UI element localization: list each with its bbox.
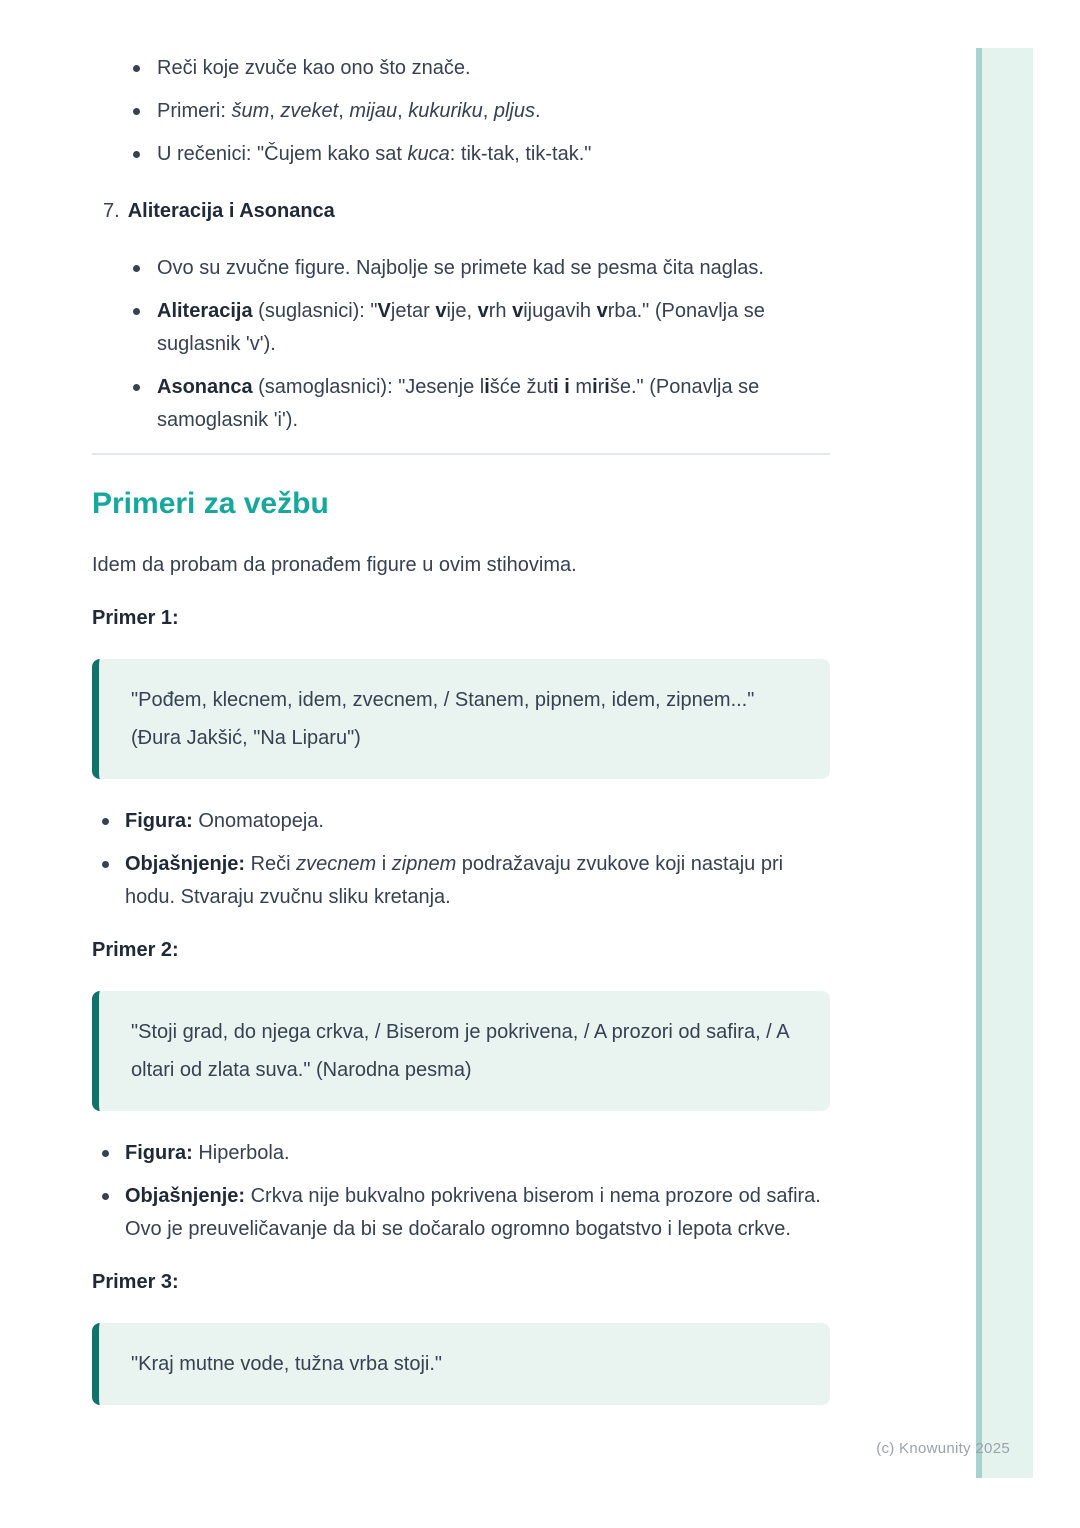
section-divider — [92, 453, 830, 455]
primer-2-label: Primer 2: — [92, 939, 179, 961]
bullet-item — [92, 95, 830, 128]
bullet-text: Objašnjenje: Reči zvecnem i zipnem podražavaju zvukove koji nastaju pri hodu. Stvaraju zvučnu sliku kretanja. — [125, 853, 784, 908]
bullet-item — [92, 371, 830, 437]
bullet-text: Figura: Hiperbola. — [125, 1142, 290, 1164]
numbered-heading-7 — [103, 195, 830, 228]
primer-1-analysis-list — [92, 805, 830, 914]
bullet-item — [92, 138, 830, 171]
bullet-marker — [133, 265, 140, 272]
quote-block — [92, 1323, 830, 1405]
bullet-text: Objašnjenje: Crkva nije bukvalno pokrivena biserom i nema prozore od safira. Ovo je preuveličavanje da bi se dočaralo ogromno bogatstvo i lepota crkve. — [125, 1185, 821, 1240]
onomatopeja-bullet-list — [92, 52, 830, 171]
primer-3-label: Primer 3: — [92, 1271, 179, 1293]
bullet-text: Figura: Onomatopeja. — [125, 810, 324, 832]
bullet-item — [92, 52, 830, 85]
bullet-text: U rečenici: "Čujem kako sat kuca: tik-tak, tik-tak." — [157, 143, 592, 165]
bullet-text: Primeri: šum, zveket, mijau, kukuriku, pljus. — [157, 100, 541, 122]
watermark: (c) Knowunity 2025 — [876, 1440, 1010, 1457]
bullet-marker — [102, 1193, 109, 1200]
bullet-marker — [133, 65, 140, 72]
side-strip — [976, 48, 1033, 1478]
bullet-item — [92, 1180, 830, 1246]
bullet-marker — [133, 384, 140, 391]
primer-2-analysis-list — [92, 1137, 830, 1246]
bullet-text: Ovo su zvučne figure. Najbolje se primete kad se pesma čita naglas. — [157, 257, 764, 279]
primer-1-label: Primer 1: — [92, 607, 179, 629]
bullet-text: Reči koje zvuče kao ono što znače. — [157, 57, 471, 79]
bullet-marker — [133, 108, 140, 115]
quote-block — [92, 991, 830, 1111]
bullet-marker — [102, 818, 109, 825]
bullet-marker — [133, 151, 140, 158]
bullet-marker — [133, 308, 140, 315]
intro-paragraph: Idem da probam da pronađem figure u ovim stihovima. — [92, 554, 577, 576]
bullet-item — [92, 252, 830, 285]
bullet-marker — [102, 1150, 109, 1157]
bullet-marker — [102, 861, 109, 868]
section-7-bullet-list — [92, 252, 830, 437]
bullet-text: Asonanca (samoglasnici): "Jesenje lišće žuti i miriše." (Ponavlja se samoglasnik 'i'). — [157, 376, 760, 431]
quote-text: "Stoji grad, do njega crkva, / Biserom je pokrivena, / A prozori od safira, / A oltari od zlata suva." (Narodna pesma) — [131, 1021, 789, 1081]
bullet-item — [92, 805, 830, 838]
item-number: 7. — [103, 200, 120, 222]
bullet-item — [92, 848, 830, 914]
quote-text: "Pođem, klecnem, idem, zvecnem, / Stanem, pipnem, idem, zipnem..." (Đura Jakšić, "Na Liparu") — [131, 689, 755, 749]
bullet-item — [92, 295, 830, 361]
practice-section-heading: Primeri za vežbu — [92, 487, 329, 520]
item-title: Aliteracija i Asonanca — [127, 200, 335, 222]
quote-text: "Kraj mutne vode, tužna vrba stoji." — [131, 1353, 443, 1375]
quote-block — [92, 659, 830, 779]
bullet-item — [92, 1137, 830, 1170]
bullet-text: Aliteracija (suglasnici): "Vjetar vije, vrh vijugavih vrba." (Ponavlja se suglasnik 'v'). — [157, 300, 765, 355]
